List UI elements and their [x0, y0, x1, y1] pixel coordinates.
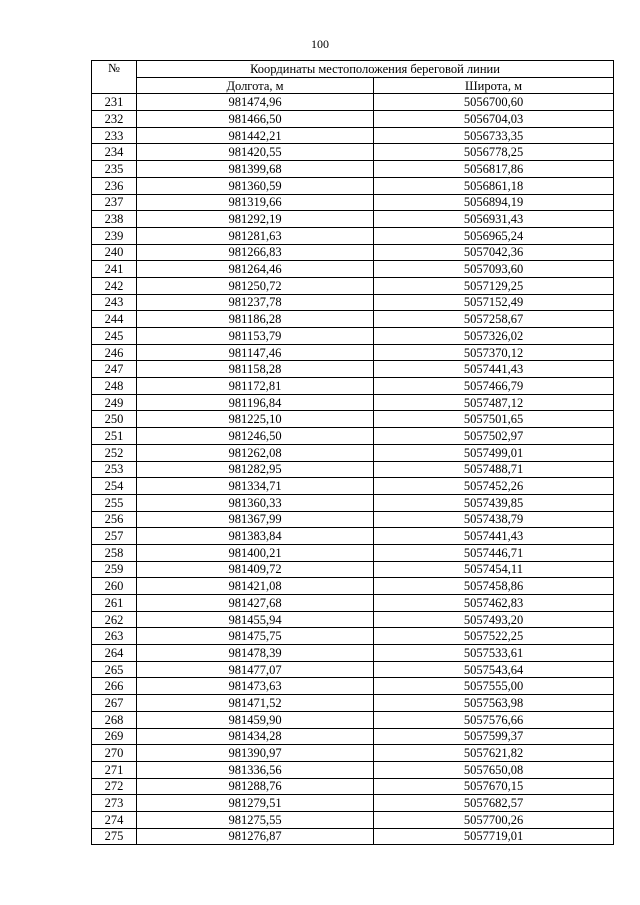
longitude-column-header: Долгота, м	[137, 77, 374, 94]
row-number-cell: 272	[92, 778, 137, 795]
table-header-row	[92, 61, 614, 78]
row-number-cell: 232	[92, 111, 137, 128]
longitude-cell: 981400,21	[137, 544, 374, 561]
table-row	[92, 795, 614, 812]
longitude-cell: 981250,72	[137, 277, 374, 294]
row-number-cell: 239	[92, 227, 137, 244]
longitude-cell: 981319,66	[137, 194, 374, 211]
longitude-cell: 981473,63	[137, 678, 374, 695]
longitude-cell: 981383,84	[137, 528, 374, 545]
latitude-cell: 5056861,18	[374, 177, 614, 194]
longitude-cell: 981475,75	[137, 628, 374, 645]
longitude-cell: 981390,97	[137, 745, 374, 762]
latitude-cell: 5056704,03	[374, 111, 614, 128]
longitude-cell: 981262,08	[137, 444, 374, 461]
latitude-cell: 5057462,83	[374, 595, 614, 612]
longitude-cell: 981409,72	[137, 561, 374, 578]
row-number-cell: 268	[92, 711, 137, 728]
longitude-cell: 981153,79	[137, 328, 374, 345]
longitude-cell: 981334,71	[137, 478, 374, 495]
row-number-cell: 234	[92, 144, 137, 161]
row-number-cell: 252	[92, 444, 137, 461]
latitude-cell: 5057438,79	[374, 511, 614, 528]
longitude-cell: 981420,55	[137, 144, 374, 161]
table-row	[92, 544, 614, 561]
row-number-cell: 250	[92, 411, 137, 428]
table-row	[92, 761, 614, 778]
row-number-cell: 240	[92, 244, 137, 261]
table-row	[92, 144, 614, 161]
latitude-cell: 5057493,20	[374, 611, 614, 628]
longitude-cell: 981471,52	[137, 695, 374, 712]
table-row	[92, 528, 614, 545]
row-number-cell: 256	[92, 511, 137, 528]
table-row	[92, 244, 614, 261]
longitude-cell: 981478,39	[137, 645, 374, 662]
row-number-cell: 235	[92, 161, 137, 178]
table-row	[92, 494, 614, 511]
table-row	[92, 745, 614, 762]
latitude-cell: 5056778,25	[374, 144, 614, 161]
longitude-cell: 981434,28	[137, 728, 374, 745]
latitude-cell: 5057441,43	[374, 528, 614, 545]
latitude-cell: 5057670,15	[374, 778, 614, 795]
longitude-cell: 981147,46	[137, 344, 374, 361]
table-row	[92, 344, 614, 361]
row-number-cell: 251	[92, 428, 137, 445]
longitude-cell: 981459,90	[137, 711, 374, 728]
latitude-cell: 5056733,35	[374, 127, 614, 144]
longitude-cell: 981399,68	[137, 161, 374, 178]
coordinates-table	[91, 60, 614, 845]
latitude-cell: 5057452,26	[374, 478, 614, 495]
latitude-cell: 5057599,37	[374, 728, 614, 745]
table-row	[92, 611, 614, 628]
longitude-cell: 981186,28	[137, 311, 374, 328]
table-row	[92, 628, 614, 645]
row-number-cell: 266	[92, 678, 137, 695]
longitude-cell: 981466,50	[137, 111, 374, 128]
row-number-cell: 233	[92, 127, 137, 144]
latitude-cell: 5057650,08	[374, 761, 614, 778]
table-row	[92, 478, 614, 495]
latitude-cell: 5057152,49	[374, 294, 614, 311]
table-row	[92, 778, 614, 795]
longitude-cell: 981477,07	[137, 661, 374, 678]
row-number-cell: 245	[92, 328, 137, 345]
latitude-cell: 5057576,66	[374, 711, 614, 728]
table-row	[92, 127, 614, 144]
table-row	[92, 378, 614, 395]
table-row	[92, 511, 614, 528]
row-number-cell: 237	[92, 194, 137, 211]
longitude-cell: 981279,51	[137, 795, 374, 812]
longitude-cell: 981367,99	[137, 511, 374, 528]
table-row	[92, 227, 614, 244]
row-number-cell: 243	[92, 294, 137, 311]
longitude-cell: 981264,46	[137, 261, 374, 278]
longitude-cell: 981427,68	[137, 595, 374, 612]
row-number-cell: 265	[92, 661, 137, 678]
table-row	[92, 695, 614, 712]
latitude-cell: 5057458,86	[374, 578, 614, 595]
row-number-cell: 275	[92, 828, 137, 845]
longitude-cell: 981276,87	[137, 828, 374, 845]
row-number-cell: 271	[92, 761, 137, 778]
longitude-cell: 981474,96	[137, 94, 374, 111]
row-number-cell: 246	[92, 344, 137, 361]
latitude-cell: 5057441,43	[374, 361, 614, 378]
latitude-cell: 5057093,60	[374, 261, 614, 278]
row-number-cell: 244	[92, 311, 137, 328]
latitude-cell: 5057129,25	[374, 277, 614, 294]
latitude-cell: 5057621,82	[374, 745, 614, 762]
latitude-cell: 5057502,97	[374, 428, 614, 445]
table-row	[92, 661, 614, 678]
number-column-header: №	[92, 61, 137, 94]
table-row	[92, 394, 614, 411]
latitude-column-header: Широта, м	[374, 77, 614, 94]
row-number-cell: 259	[92, 561, 137, 578]
table-row	[92, 645, 614, 662]
table-row	[92, 561, 614, 578]
latitude-cell: 5057042,36	[374, 244, 614, 261]
table-row	[92, 161, 614, 178]
table-row	[92, 595, 614, 612]
longitude-cell: 981225,10	[137, 411, 374, 428]
row-number-cell: 260	[92, 578, 137, 595]
longitude-cell: 981336,56	[137, 761, 374, 778]
row-number-cell: 231	[92, 94, 137, 111]
row-number-cell: 247	[92, 361, 137, 378]
latitude-cell: 5057439,85	[374, 494, 614, 511]
latitude-cell: 5057487,12	[374, 394, 614, 411]
table-row	[92, 194, 614, 211]
longitude-cell: 981172,81	[137, 378, 374, 395]
row-number-cell: 236	[92, 177, 137, 194]
longitude-cell: 981442,21	[137, 127, 374, 144]
table-row	[92, 461, 614, 478]
longitude-cell: 981292,19	[137, 211, 374, 228]
latitude-cell: 5057563,98	[374, 695, 614, 712]
longitude-cell: 981282,95	[137, 461, 374, 478]
coordinates-group-header: Координаты местоположения береговой линии	[137, 61, 614, 78]
row-number-cell: 254	[92, 478, 137, 495]
longitude-cell: 981421,08	[137, 578, 374, 595]
table-row	[92, 311, 614, 328]
row-number-cell: 269	[92, 728, 137, 745]
row-number-cell: 261	[92, 595, 137, 612]
latitude-cell: 5057682,57	[374, 795, 614, 812]
row-number-cell: 267	[92, 695, 137, 712]
latitude-cell: 5056931,43	[374, 211, 614, 228]
table-row	[92, 94, 614, 111]
latitude-cell: 5057446,71	[374, 544, 614, 561]
page-number: 100	[311, 37, 329, 51]
table-row	[92, 728, 614, 745]
table-row	[92, 294, 614, 311]
row-number-cell: 273	[92, 795, 137, 812]
longitude-cell: 981360,59	[137, 177, 374, 194]
longitude-cell: 981196,84	[137, 394, 374, 411]
latitude-cell: 5057258,67	[374, 311, 614, 328]
latitude-cell: 5057501,65	[374, 411, 614, 428]
latitude-cell: 5057499,01	[374, 444, 614, 461]
row-number-cell: 263	[92, 628, 137, 645]
latitude-cell: 5057700,26	[374, 811, 614, 828]
table-row	[92, 428, 614, 445]
longitude-cell: 981266,83	[137, 244, 374, 261]
latitude-cell: 5057466,79	[374, 378, 614, 395]
table-row	[92, 444, 614, 461]
table-row	[92, 261, 614, 278]
longitude-cell: 981275,55	[137, 811, 374, 828]
latitude-cell: 5057543,64	[374, 661, 614, 678]
longitude-cell: 981360,33	[137, 494, 374, 511]
longitude-cell: 981288,76	[137, 778, 374, 795]
row-number-cell: 274	[92, 811, 137, 828]
row-number-cell: 255	[92, 494, 137, 511]
latitude-cell: 5056817,86	[374, 161, 614, 178]
latitude-cell: 5057488,71	[374, 461, 614, 478]
latitude-cell: 5057454,11	[374, 561, 614, 578]
longitude-cell: 981281,63	[137, 227, 374, 244]
table-row	[92, 678, 614, 695]
latitude-cell: 5057522,25	[374, 628, 614, 645]
latitude-cell: 5056965,24	[374, 227, 614, 244]
table-row	[92, 828, 614, 845]
table-row	[92, 177, 614, 194]
table-row	[92, 361, 614, 378]
table-row	[92, 328, 614, 345]
table-row	[92, 578, 614, 595]
table-body	[92, 94, 614, 845]
longitude-cell: 981237,78	[137, 294, 374, 311]
row-number-cell: 248	[92, 378, 137, 395]
table-row	[92, 711, 614, 728]
row-number-cell: 264	[92, 645, 137, 662]
row-number-cell: 242	[92, 277, 137, 294]
latitude-cell: 5056894,19	[374, 194, 614, 211]
table-row	[92, 277, 614, 294]
latitude-cell: 5057326,02	[374, 328, 614, 345]
row-number-cell: 262	[92, 611, 137, 628]
longitude-cell: 981246,50	[137, 428, 374, 445]
longitude-cell: 981158,28	[137, 361, 374, 378]
row-number-cell: 257	[92, 528, 137, 545]
row-number-cell: 238	[92, 211, 137, 228]
latitude-cell: 5057533,61	[374, 645, 614, 662]
table-row	[92, 411, 614, 428]
row-number-cell: 249	[92, 394, 137, 411]
row-number-cell: 270	[92, 745, 137, 762]
longitude-cell: 981455,94	[137, 611, 374, 628]
table-row	[92, 811, 614, 828]
row-number-cell: 258	[92, 544, 137, 561]
latitude-cell: 5057719,01	[374, 828, 614, 845]
row-number-cell: 241	[92, 261, 137, 278]
latitude-cell: 5057370,12	[374, 344, 614, 361]
table-subheader-row	[92, 77, 614, 94]
latitude-cell: 5057555,00	[374, 678, 614, 695]
row-number-cell: 253	[92, 461, 137, 478]
latitude-cell: 5056700,60	[374, 94, 614, 111]
table-row	[92, 211, 614, 228]
table-row	[92, 111, 614, 128]
